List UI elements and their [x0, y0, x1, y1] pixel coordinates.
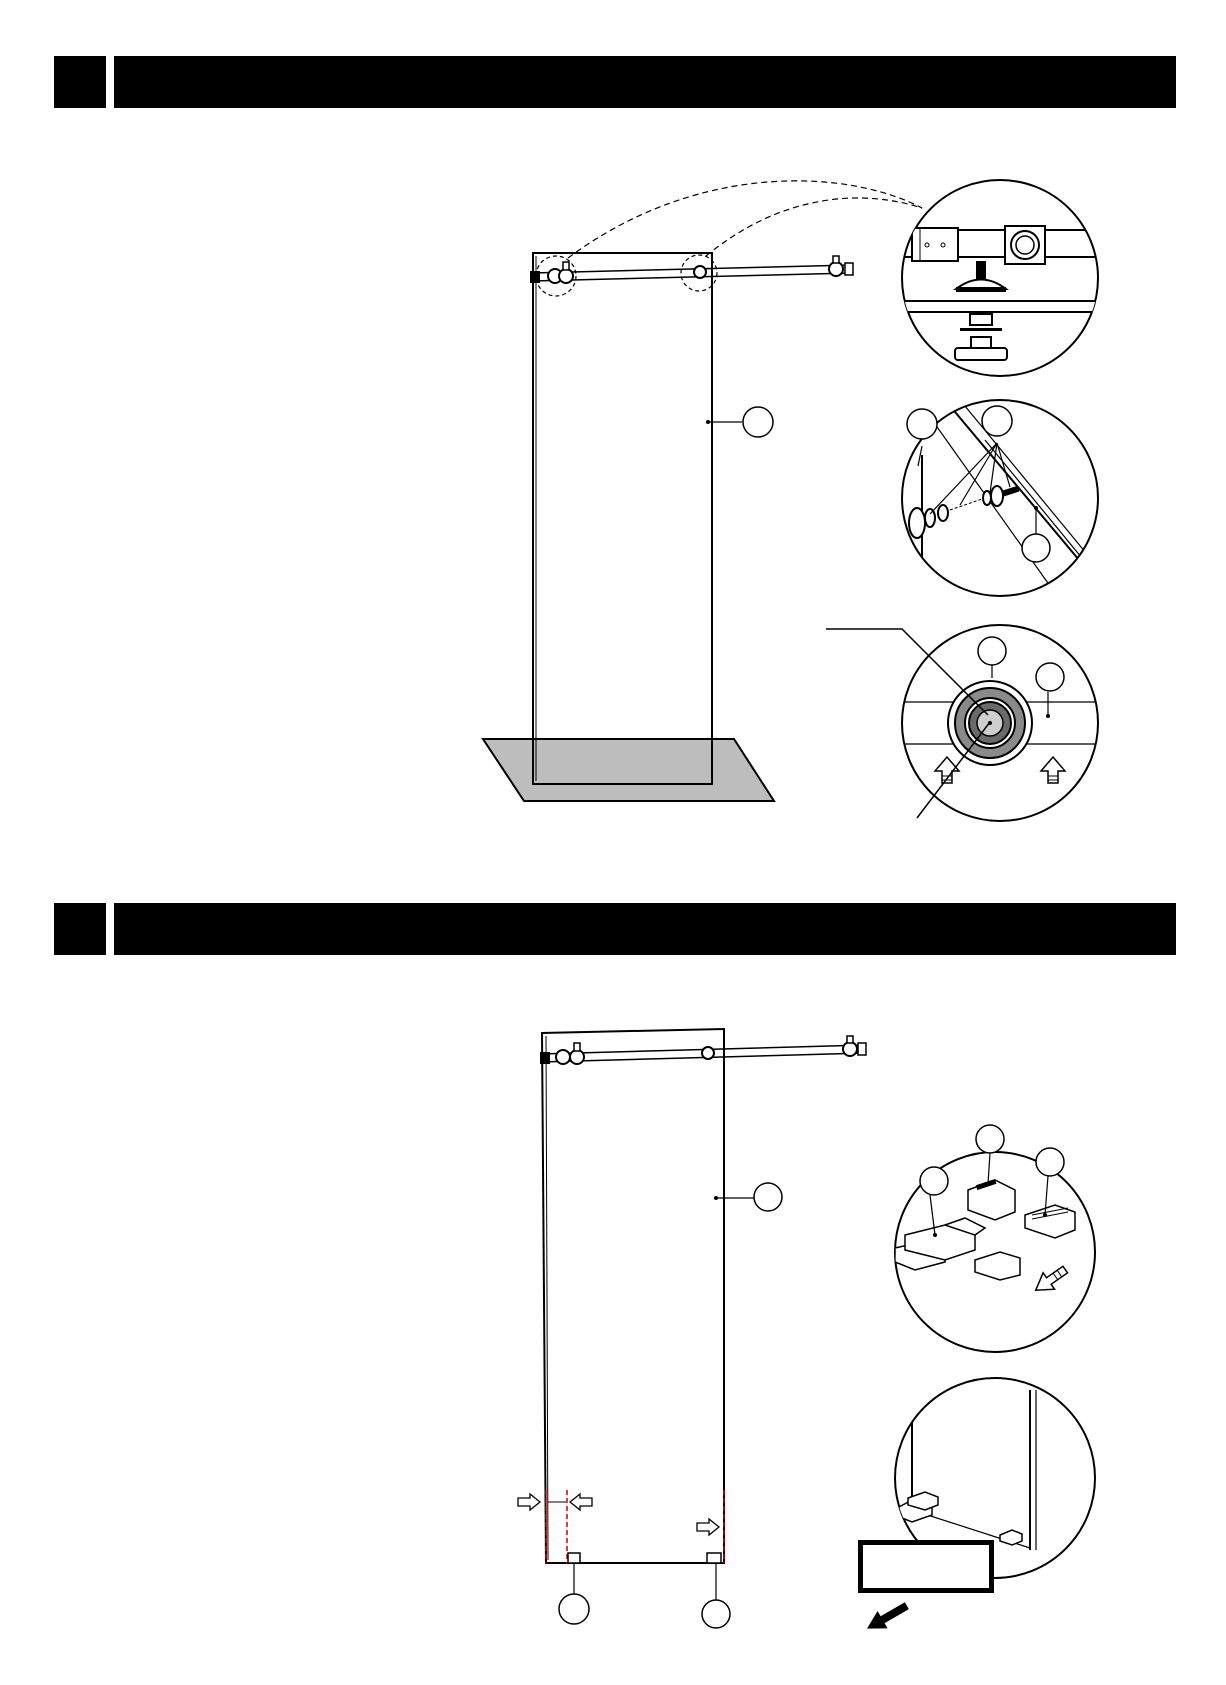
callout-bubble-rail-side — [1036, 663, 1064, 691]
floor-slab — [483, 739, 774, 801]
callout-bubble-guide-right — [702, 1600, 730, 1628]
roller-detail-circle — [900, 180, 1100, 376]
callout-bubble-guide-c — [1036, 1148, 1064, 1176]
wheel-detail-circle — [826, 625, 1100, 821]
step-1-door-illustration — [483, 181, 922, 801]
floor-guide-left — [568, 1553, 580, 1563]
bolt-assembly-detail-circle — [902, 400, 1100, 600]
callout-bubble-guide-left — [559, 1594, 589, 1624]
callout-bubble-guide-b — [976, 1125, 1004, 1153]
callout-bubble-wheel — [978, 637, 1006, 665]
callout-bubble-panel — [1022, 534, 1050, 562]
callout-bubble-bolt-kit — [982, 406, 1012, 436]
floor-guide-right — [707, 1553, 721, 1563]
callout-bubble-guide-a — [920, 1167, 948, 1195]
guide-parts-detail-circle — [895, 1125, 1095, 1352]
warning-label-box — [858, 1540, 994, 1593]
callout-bubble-glass — [754, 1183, 782, 1211]
callout-bubble-glass — [743, 407, 773, 437]
glass-door-panel — [542, 1029, 724, 1563]
sliding-rail — [530, 256, 853, 283]
arrow-left-icon — [570, 1494, 592, 1510]
arrow-right-icon — [697, 1519, 719, 1535]
glass-door-panel — [533, 253, 712, 784]
step-2-door-illustration — [518, 1029, 866, 1628]
sliding-rail — [540, 1036, 866, 1064]
callout-bubble-bracket — [907, 409, 937, 439]
arrow-right-icon — [518, 1494, 540, 1510]
arrow-down-left-icon — [862, 1597, 912, 1637]
